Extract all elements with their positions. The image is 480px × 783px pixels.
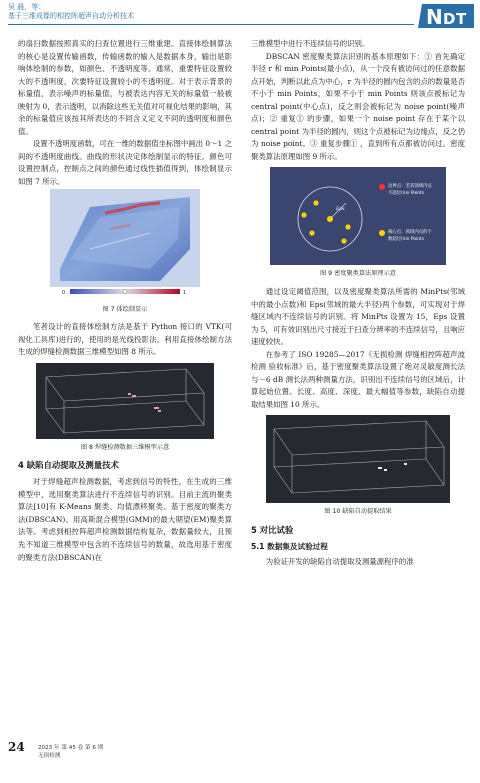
header-authors: 吴 晨，等： <box>8 3 46 11</box>
neighbor-point <box>345 225 350 230</box>
figure-8-caption: 图 8 焊缝检测数据三维模型示意 <box>80 443 170 451</box>
section-5-1-heading: 5.1 数据集及试验过程 <box>251 542 328 552</box>
paragraph: 的扇扫数据按照真实的扫查位置进行三维重建。直接体绘制算法的核心是设置传输函数，传输函数的输入是数据本身，输出是影响体绘制的参数，如颜色、不透明度等。通常，重要特征设置较大的不透明度，次要特征设置较小的不透明度。对于表示背景的标量值，表示噪声的标量值，与被表达内容无关的标量值一般被映射为 0，表示透明，以消除这些无关值对可视化结果的影响，其余的标量值应该按其所表达的不同含义定义不同的透明度和颜色值。 <box>18 39 232 136</box>
logo-letter-t: T <box>456 10 467 28</box>
paragraph: DBSCAN 密度聚类算法识别的基本原理如下：① 首先确定半径 r 和 min Points(最小点)，从一个没有被访问过的任意数据点开始，判断以此点为中心，r 为半径的圆内包含的点的数量是否不小于 min Points，如果不小于 min Points 则该点被标记为 central point(中心点)，反之则会被标记为 noise point(噪声点)；② 重复① 的步骤，如果一个 noise point 存在于某个以 central point 为半径的圆内，则这个点被标记为边缘点，反之仍为 noise point。③ 重复步骤① ，直到所有点都被访问过。密度聚类算法原理如图 9 所示。 <box>251 51 465 161</box>
figure-7-volume-render <box>50 189 200 301</box>
figure-8-weld-3d-model <box>36 363 214 439</box>
section-5-heading: 5 对比试验 <box>251 525 294 536</box>
journal-footer <box>38 744 103 760</box>
running-header <box>8 3 134 21</box>
figure-9-dbscan-diagram <box>270 167 446 265</box>
journal-name: 无损检测 <box>38 753 61 759</box>
page-number: 24 <box>8 740 25 754</box>
paragraph: 对于焊缝超声检测数据，考虑到信号的特性，在生成的三维模型中，选用聚类算法进行不连续信号的识别。目前主流的聚类算法[10]有 K-Means 聚类、均值漂移聚类、基于密度的聚类方法(DBSCAN)、用高斯混合模型(GMM)的最大期望(EM)聚类算法等。考虑到相控阵超声检测数据结构复杂，数据量较大，且预先不知道三维模型中包含的不连续信号的数量，故选用基于密度的聚类方法(DBSCAN)在 <box>18 477 232 562</box>
neighbor-point <box>309 231 314 236</box>
paragraph: 设置不透明度函数，可在一维的数据值坐标图中画出 0～1 之间的不透明度曲线。曲线的形状决定体绘制显示的特征。颜色可设置控制点，控制点之间的颜色通过线性插值得到，体绘制显示如图 7 所示。 <box>18 139 232 187</box>
legend-border-text-2: 不超过min Points <box>388 191 425 197</box>
header-rule <box>8 24 414 25</box>
header-title: 基于三维成像的相控阵超声自动分析技术 <box>8 12 134 20</box>
section-4-heading: 4 缺陷自动提取及测量技术 <box>18 460 119 471</box>
legend-core-point <box>379 230 385 236</box>
figure-7-caption: 图 7 体绘制显示 <box>102 305 148 313</box>
neighbor-point <box>341 239 346 244</box>
journal-issue: 2023 年 第 45 卷 第 6 期 <box>38 745 104 751</box>
paragraph: 笔者设计的直接体绘制方法是基于 Python 接口的 VTK(可视化工具库)进行的，使用的是光线投影法。利用直接体绘制方法生成的焊缝检测数据三维模型如图 8 所示。 <box>18 322 232 357</box>
figure-10-caption: 图 10 缺陷自动提取结果 <box>324 508 392 516</box>
colorbar-min-label: 0 <box>62 289 66 296</box>
core-point <box>327 216 333 222</box>
right-column <box>251 38 465 568</box>
logo-letter-d: D <box>443 10 456 28</box>
paragraph: 三维模型中进行不连续信号的识别。 <box>251 39 370 48</box>
figure-9-caption: 图 9 密度聚类算法原理示意 <box>320 270 396 278</box>
legend-border-point <box>379 184 385 190</box>
journal-logo <box>416 2 476 30</box>
legend-core-text-1: 核心点：领域内点的个 <box>388 230 432 236</box>
legend-core-text-2: 数超过min Points <box>388 237 425 243</box>
neighbor-point <box>313 201 318 206</box>
colorbar-max-label: 1 <box>183 289 187 296</box>
neighbor-point <box>301 213 306 218</box>
paragraph: 通过设定阈值范围，以及密度聚类算法所需的 MinPts(邻域中的最小点数)和 Eps(邻域的最大半径)两个参数，可实现对于焊缝区域内不连续信号的识别。将 MinPts 设置为 15，Eps 设置为 5，可有效识别出尺寸接近于扫查分辨率的不连续信号，且响应速度较快。 <box>251 287 465 347</box>
paragraph: 在参考了 ISO 19285—2017《无损检测 焊缝相控阵超声波检测 验收标准》后，基于密度聚类算法设置了绝对灵敏度测长法与－6 dB 测长法两种测量方法，识别出不连续信号的区域后，计算起始位置、长度、高度、深度、最大幅值等参数，缺陷自动提取结果如图 10 所示。 <box>251 349 465 409</box>
paragraph: 为验证开发的缺陷自动提取及测量源程序的准 <box>265 556 414 566</box>
figure-10-defect-extraction <box>266 415 450 503</box>
left-column <box>18 38 232 564</box>
logo-letter-n: N <box>426 5 443 29</box>
eps-label: Eps <box>336 207 345 213</box>
legend-border-text-1: 边界点：若其领域内点 <box>388 184 432 190</box>
